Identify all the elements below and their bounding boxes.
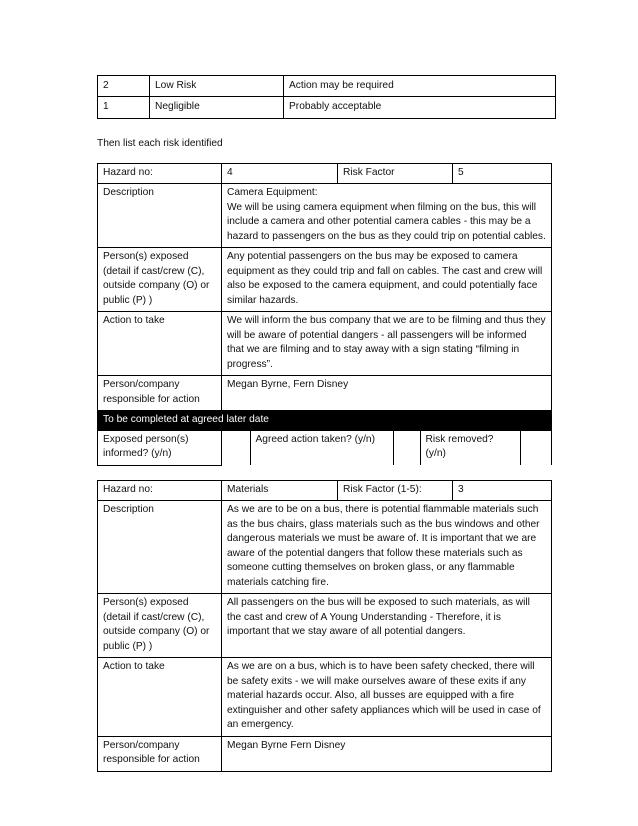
risk-factor-label: Risk Factor [338,164,453,184]
legend-row [98,97,556,118]
completion-subgrid [222,430,552,465]
hazard-label: Hazard no: [98,164,222,184]
responsible-row [98,736,552,771]
description-label: Description [98,184,222,248]
description-text: We will be using camera equipment when filming on the bus, this will include a camera and other potential camera cables - this may be a hazard to passengers on the bus as they could trip on potential cables. [227,201,546,242]
legend-action: Action may be required [284,76,556,97]
risk-factor-label: Risk Factor (1-5): [338,481,453,501]
agreed-action-label: Agreed action taken? (y/n) [250,431,393,465]
risk-removed-answer[interactable] [520,431,551,465]
persons-exposed-row [98,594,552,658]
hazard-value: 4 [222,164,338,184]
persons-exposed-row [98,248,552,312]
persons-exposed-text: All passengers on the bus will be exposed to such materials, as will the cast and crew of A Young Understanding - Therefore, it is important that we stay aware of all potential dangers. [222,594,552,658]
risk-factor-value: 5 [453,164,552,184]
agreed-action-answer[interactable] [393,431,420,465]
intro-text: Then list each risk identified [97,138,223,149]
responsible-text: Megan Byrne, Fern Disney [222,376,552,411]
description-title: Camera Equipment: [227,187,318,199]
later-date-text: To be completed at agreed later date [98,411,552,430]
description-text: As we are to be on a bus, there is potential flammable materials such as the bus chairs, glass materials such as the bus windows and other dangerous materials we must be aware of. It is important that we are aware of the potential dangers that follow these materials such as someone cutting themselves on broken glass, or any flammable materials catching fire. [222,501,552,594]
completion-row [98,430,552,465]
responsible-label: Person/company responsible for action [98,376,222,411]
action-label: Action to take [98,658,222,736]
action-text: We will inform the bus company that we are to be filming and thus they will be aware of potential dangers - all passengers will be informed that we are filming and to stay away with a sign stating “filming in progress”. [222,312,552,376]
persons-exposed-label: Person(s) exposed (detail if cast/crew (C), outside company (O) or public (P) ) [98,248,222,312]
responsible-label: Person/company responsible for action [98,736,222,771]
legend-level: 2 [98,76,150,97]
hazard-row [98,481,552,501]
description-row [98,184,552,248]
hazard-label: Hazard no: [98,481,222,501]
later-date-bar [98,411,552,430]
description-row [98,501,552,594]
persons-exposed-label: Person(s) exposed (detail if cast/crew (C), outside company (O) or public (P) ) [98,594,222,658]
hazard-row [98,164,552,184]
responsible-row [98,376,552,411]
legend-level: 1 [98,97,150,118]
action-row [98,658,552,736]
risk-level-legend-table [97,75,556,119]
risk-removed-label: Risk removed? (y/n) [420,431,520,465]
legend-row [98,76,556,97]
persons-exposed-text: Any potential passengers on the bus may be exposed to camera equipment as they could trip and fall on cables. The cast and crew will also be exposed to the camera equipment, and could potentially face similar hazards. [222,248,552,312]
action-label: Action to take [98,312,222,376]
action-text: As we are on a bus, which is to have been safety checked, there will be safety exits - we will make ourselves aware of these exits if any material hazards occur. Also, all busses are equipped with a fire extinguisher and other safety appliances which will be used in case of an emergency. [222,658,552,736]
description-cell [222,184,552,248]
risk-assessment-table [97,480,552,772]
description-label: Description [98,501,222,594]
legend-action: Probably acceptable [284,97,556,118]
exposed-informed-label: Exposed person(s) informed? (y/n) [98,430,222,465]
completion-table [222,431,551,465]
risk-assessment-table [97,163,552,466]
legend-label: Low Risk [150,76,284,97]
action-row [98,312,552,376]
hazard-value: Materials [222,481,338,501]
risk-factor-value: 3 [453,481,552,501]
responsible-text: Megan Byrne Fern Disney [222,736,552,771]
exposed-informed-answer[interactable] [222,431,250,465]
legend-label: Negligible [150,97,284,118]
